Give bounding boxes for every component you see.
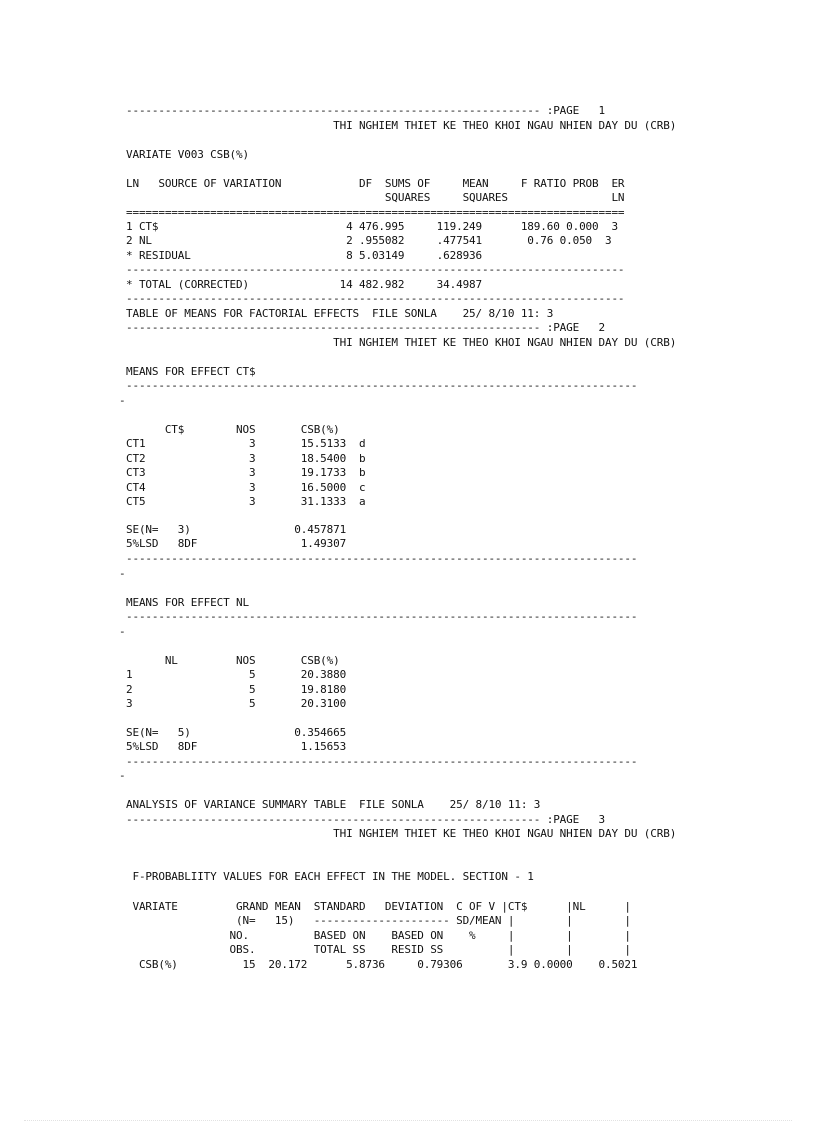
ct-se-lsd: SE(N= 3) 0.457871 5%LSD 8DF 1.49307	[126, 523, 347, 551]
summary-title: ANALYSIS OF VARIANCE SUMMARY TABLE FILE SONLA 25/ 8/10 11: 3	[126, 798, 541, 811]
effect-ct-dash: -	[119, 394, 126, 407]
page2-title: THI NGHIEM THIET KE THEO KHOI NGAU NHIEN DAY DU (CRB)	[126, 336, 677, 349]
page2-marker: ---------------------------------------------------------------- :PAGE 2	[126, 321, 605, 334]
nl-means-table: NL NOS CSB(%) 1 5 20.3880 2 5 19.8180 3 5 20.3100	[126, 654, 347, 711]
effect-nl-dash: -	[119, 625, 126, 638]
fprob-title: F-PROBABLIITY VALUES FOR EACH EFFECT IN THE MODEL. SECTION - 1	[126, 870, 534, 883]
anova-header: LN SOURCE OF VARIATION DF SUMS OF MEAN F RATIO PROB ER SQUARES SQUARES LN	[126, 177, 625, 205]
fprob-table: VARIATE GRAND MEAN STANDARD DEVIATION C OF V |CT$ |NL | (N= 15) --------------------- SD/MEAN | | | NO. BASED ON BASED ON % | | | OBS. TOTAL SS RESID SS | | | CSB(%) 15 20.172 5.8736 0.79306 3.9 0.0000 0.5021	[132, 900, 638, 971]
ct-end-rule: -------------------------------------------------------------------------------	[126, 552, 638, 565]
page3-title: THI NGHIEM THIET KE THEO KHOI NGAU NHIEN DAY DU (CRB)	[126, 827, 677, 840]
nl-end-rule: -------------------------------------------------------------------------------	[126, 755, 638, 768]
nl-se-lsd: SE(N= 5) 0.354665 5%LSD 8DF 1.15653	[126, 726, 347, 754]
anova-rows: 1 CT$ 4 476.995 119.249 189.60 0.000 3 2 NL 2 .955082 .477541 0.76 0.050 3 * RESIDUAL 8 5.03149 .628936	[126, 220, 618, 262]
page3-marker: ---------------------------------------------------------------- :PAGE 3	[126, 813, 605, 826]
variate-label: VARIATE V003 CSB(%)	[126, 148, 249, 161]
anova-rule-2: -----------------------------------------------------------------------------	[126, 292, 625, 305]
nl-end-dash: -	[119, 769, 126, 782]
anova-total: * TOTAL (CORRECTED) 14 482.982 34.4987	[126, 278, 482, 291]
ct-means-table: CT$ NOS CSB(%) CT1 3 15.5133 d CT2 3 18.5400 b CT3 3 19.1733 b CT4 3 16.5000 c CT5 3 31.1333 a	[126, 423, 366, 509]
anova-eq-rule: =============================================================================	[126, 206, 625, 219]
ct-end-dash: -	[119, 567, 126, 580]
page1-title: THI NGHIEM THIET KE THEO KHOI NGAU NHIEN DAY DU (CRB)	[126, 119, 677, 132]
effect-nl-title: MEANS FOR EFFECT NL	[126, 596, 249, 609]
effect-ct-title: MEANS FOR EFFECT CT$	[126, 365, 256, 378]
page-bottom-edge	[24, 1120, 792, 1121]
means-table-title: TABLE OF MEANS FOR FACTORIAL EFFECTS FILE SONLA 25/ 8/10 11: 3	[126, 307, 554, 320]
page1-marker: ---------------------------------------------------------------- :PAGE 1	[126, 104, 605, 117]
effect-nl-rule: -------------------------------------------------------------------------------	[126, 610, 638, 623]
anova-rule-1: -----------------------------------------------------------------------------	[126, 263, 625, 276]
effect-ct-rule: -------------------------------------------------------------------------------	[126, 379, 638, 392]
